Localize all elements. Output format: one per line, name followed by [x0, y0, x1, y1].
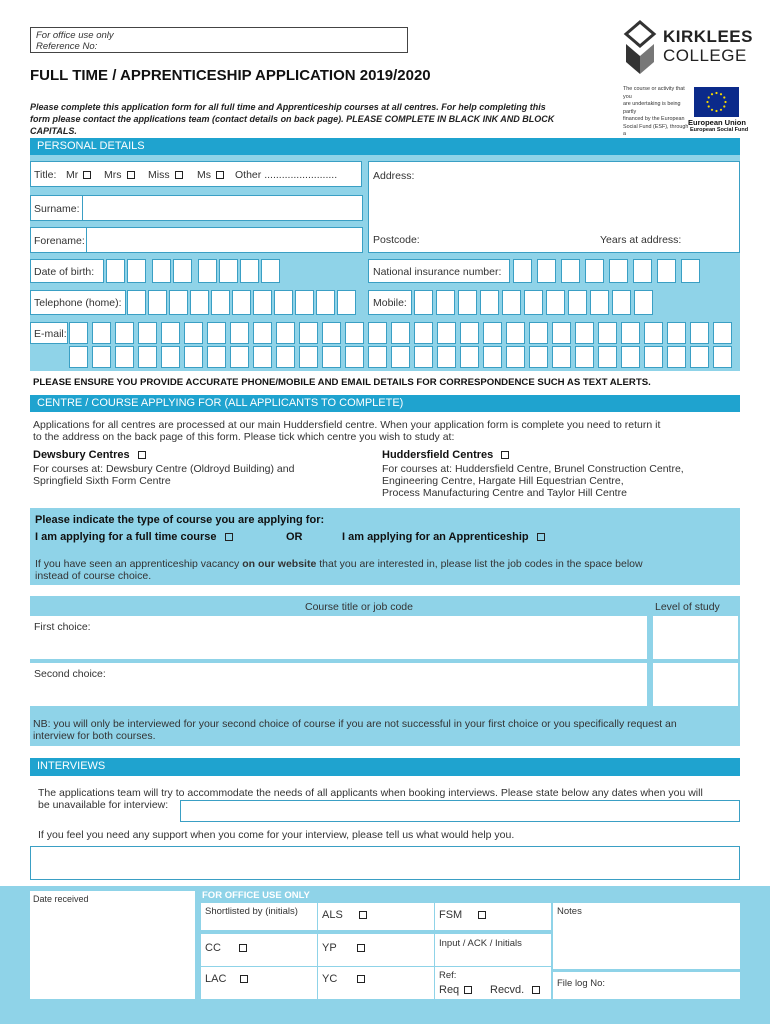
title-label: Title: — [34, 169, 57, 181]
req-text: Req — [439, 984, 460, 996]
telephone-cell[interactable] — [190, 290, 209, 315]
email-cell[interactable] — [414, 346, 433, 368]
esf-line: Social Fund (ESF), through a — [623, 123, 689, 137]
email-cell[interactable] — [621, 322, 640, 344]
email-cell[interactable] — [667, 346, 686, 368]
title-other[interactable] — [235, 169, 337, 181]
als-field[interactable] — [318, 903, 434, 930]
mobile-cell[interactable] — [458, 290, 477, 315]
email-cell[interactable] — [437, 346, 456, 368]
email-cell[interactable] — [138, 346, 157, 368]
telephone-cell[interactable] — [232, 290, 251, 315]
nb-line: NB: you will only be interviewed for your second choice of course if you are not successful in your first choice or you specifically request an — [33, 718, 677, 730]
lac-checkbox[interactable] — [240, 975, 248, 983]
vacancy-text-pre: If you have seen an apprenticeship vacancy — [35, 558, 243, 570]
level-of-study-header: Level of study — [655, 601, 720, 613]
email-cell[interactable] — [621, 346, 640, 368]
website-link[interactable]: on our website — [242, 558, 317, 570]
email-cell[interactable] — [414, 322, 433, 344]
miss-checkbox[interactable] — [175, 171, 183, 179]
surname-label: Surname: — [34, 203, 80, 215]
email-cell[interactable] — [690, 346, 709, 368]
huddersfield-line: Engineering Centre, Hargate Hill Equestrian Centre, — [382, 475, 624, 487]
mr-checkbox[interactable] — [83, 171, 91, 179]
lac-label — [205, 973, 248, 985]
email-cell[interactable] — [207, 346, 226, 368]
ni-cell[interactable] — [561, 259, 580, 283]
office-use-heading: FOR OFFICE USE ONLY — [202, 890, 310, 901]
email-cell[interactable] — [299, 322, 318, 344]
ni-label: National insurance number: — [373, 266, 502, 278]
fsm-checkbox[interactable] — [478, 911, 486, 919]
file-log-field[interactable] — [553, 972, 740, 999]
shortlisted-field[interactable] — [201, 903, 317, 930]
dob-cell[interactable] — [173, 259, 192, 283]
email-field — [30, 322, 68, 344]
personal-details-header: PERSONAL DETAILS — [30, 138, 740, 155]
email-cell[interactable] — [529, 322, 548, 344]
cc-text: CC — [205, 942, 221, 954]
notes-field[interactable] — [553, 903, 740, 969]
course-title-header: Course title or job code — [305, 601, 413, 613]
college-logo — [623, 20, 753, 76]
email-cell[interactable] — [322, 346, 341, 368]
telephone-label: Telephone (home): — [34, 297, 122, 309]
email-cell[interactable] — [253, 322, 272, 344]
address-field[interactable] — [368, 161, 740, 253]
mobile-cell[interactable] — [480, 290, 499, 315]
dob-cell[interactable] — [219, 259, 238, 283]
als-checkbox[interactable] — [359, 911, 367, 919]
email-cell[interactable] — [138, 322, 157, 344]
date-received-label: Date received — [33, 894, 89, 904]
email-cell[interactable] — [552, 346, 571, 368]
email-cell[interactable] — [276, 322, 295, 344]
forename-label: Forename: — [34, 235, 85, 247]
email-cell[interactable] — [184, 322, 203, 344]
second-choice-input[interactable] — [30, 663, 647, 706]
yc-label — [322, 973, 365, 985]
email-cell[interactable] — [299, 346, 318, 368]
dewsbury-description — [33, 463, 294, 487]
als-label — [322, 909, 367, 921]
email-cell[interactable] — [713, 346, 732, 368]
input-ack-label: Input / ACK / Initials — [439, 938, 522, 949]
huddersfield-line: Process Manufacturing Centre and Taylor Hill Centre — [382, 487, 627, 499]
first-choice-input[interactable] — [30, 616, 647, 659]
years-at-address-label: Years at address: — [600, 234, 682, 246]
email-cell[interactable] — [644, 322, 663, 344]
email-cell[interactable] — [322, 322, 341, 344]
email-cell[interactable] — [529, 346, 548, 368]
telephone-cell[interactable] — [316, 290, 335, 315]
title-mr-label: Mr — [66, 169, 79, 181]
interviews-line: The applications team will try to accommodate the needs of all applicants when booking interviews. Please state below any dates when you will — [38, 787, 703, 799]
dewsbury-option[interactable] — [33, 449, 146, 461]
page-title: FULL TIME / APPRENTICESHIP APPLICATION 2019/2020 — [30, 67, 431, 84]
recvd-text: Recvd. — [490, 984, 525, 996]
telephone-cell[interactable] — [211, 290, 230, 315]
dob-cell[interactable] — [127, 259, 146, 283]
forename-input[interactable] — [86, 227, 363, 253]
esf-line: The course or activity that you — [623, 86, 685, 100]
or-label: OR — [286, 531, 303, 543]
shortlisted-label: Shortlisted by (initials) — [205, 906, 298, 917]
course-type-heading: Please indicate the type of course you are applying for: — [35, 514, 325, 526]
email-cell[interactable] — [345, 346, 364, 368]
apprenticeship-option[interactable] — [342, 531, 545, 543]
ni-cell[interactable] — [633, 259, 652, 283]
ref-label: Ref: — [439, 970, 457, 981]
dob-field — [30, 259, 104, 283]
office-use-label: For office use only — [36, 30, 114, 41]
other-label: Other — [235, 169, 262, 181]
postcode-label: Postcode: — [373, 234, 420, 246]
nb-line: interview for both courses. — [33, 730, 156, 742]
logo-text-college: COLLEGE — [663, 46, 747, 65]
full-time-checkbox[interactable] — [225, 533, 233, 541]
intro-line: Please complete this application form for all full time and Apprenticeship courses at all centres. For help completing this — [30, 102, 546, 112]
lac-field[interactable] — [201, 967, 317, 999]
email-cell[interactable] — [230, 346, 249, 368]
ni-cell[interactable] — [537, 259, 556, 283]
title-option-mr[interactable] — [66, 169, 91, 181]
apprenticeship-checkbox[interactable] — [537, 533, 545, 541]
ni-cell[interactable] — [657, 259, 676, 283]
email-cell[interactable] — [92, 346, 111, 368]
centre-intro-line: Applications for all centres are processed at our main Huddersfield centre. When your application form is complete you need to return it — [33, 419, 661, 431]
lac-text: LAC — [205, 973, 227, 985]
recvd-option — [490, 984, 540, 996]
vacancy-instructions — [35, 558, 643, 582]
email-cell[interactable] — [161, 322, 180, 344]
mobile-cell[interactable] — [436, 290, 455, 315]
email-cell[interactable] — [437, 322, 456, 344]
req-checkbox[interactable] — [464, 986, 472, 994]
support-question: If you feel you need any support when you come for your interview, please tell us what would help you. — [38, 829, 515, 841]
als-text: ALS — [322, 909, 343, 921]
ni-cell[interactable] — [609, 259, 628, 283]
ms-checkbox[interactable] — [216, 171, 224, 179]
email-cell[interactable] — [184, 346, 203, 368]
first-choice-level-input[interactable] — [653, 616, 738, 659]
dewsbury-checkbox[interactable] — [138, 451, 146, 459]
telephone-field — [30, 290, 126, 315]
second-choice-level-input[interactable] — [653, 663, 738, 706]
email-cell[interactable] — [115, 346, 134, 368]
email-cell[interactable] — [391, 322, 410, 344]
email-cell[interactable] — [483, 322, 502, 344]
input-ack-field[interactable] — [435, 934, 551, 966]
email-cell[interactable] — [69, 346, 88, 368]
fsm-field[interactable] — [435, 903, 551, 930]
dewsbury-line: For courses at: Dewsbury Centre (Oldroyd Building) and — [33, 463, 295, 475]
notes-label: Notes — [557, 906, 582, 917]
recvd-checkbox[interactable] — [532, 986, 540, 994]
huddersfield-title: Huddersfield Centres — [382, 449, 494, 461]
dob-label: Date of birth: — [34, 266, 95, 278]
email-cell[interactable] — [345, 322, 364, 344]
email-cell[interactable] — [552, 322, 571, 344]
yp-checkbox[interactable] — [357, 944, 365, 952]
first-choice-label: First choice: — [34, 621, 91, 633]
huddersfield-description — [382, 463, 684, 499]
email-cell[interactable] — [207, 322, 226, 344]
surname-input[interactable] — [82, 195, 363, 221]
title-option-mrs[interactable] — [104, 169, 135, 181]
email-cell[interactable] — [92, 322, 111, 344]
esf-line: are undertaking is being partly — [623, 101, 681, 115]
intro-text — [30, 101, 554, 137]
dewsbury-title: Dewsbury Centres — [33, 449, 130, 461]
address-label: Address: — [373, 170, 415, 182]
huddersfield-checkbox[interactable] — [501, 451, 509, 459]
unavailable-dates-input[interactable] — [180, 800, 740, 822]
logo-text-kirklees: KIRKLEES — [663, 27, 753, 46]
telephone-cell[interactable] — [253, 290, 272, 315]
email-cell[interactable] — [644, 346, 663, 368]
mobile-field — [368, 290, 412, 315]
email-cell[interactable] — [253, 346, 272, 368]
reference-label: Reference No: — [36, 41, 98, 52]
mobile-cell[interactable] — [634, 290, 653, 315]
telephone-cell[interactable] — [148, 290, 167, 315]
ensure-accurate-notice: PLEASE ENSURE YOU PROVIDE ACCURATE PHONE/MOBILE AND EMAIL DETAILS FOR CORRESPONDENCE SUCH AS TEXT ALERTS. — [33, 377, 651, 388]
yp-field[interactable] — [318, 934, 434, 966]
fsm-text: FSM — [439, 909, 463, 921]
cc-checkbox[interactable] — [239, 944, 247, 952]
email-cell[interactable] — [460, 346, 479, 368]
centre-course-header: CENTRE / COURSE APPLYING FOR (ALL APPLICANTS TO COMPLETE) — [30, 395, 740, 412]
cc-label — [205, 942, 247, 954]
support-needs-input[interactable] — [30, 846, 740, 880]
email-cell[interactable] — [460, 322, 479, 344]
yc-checkbox[interactable] — [357, 975, 365, 983]
nb-note — [33, 718, 677, 742]
email-cell[interactable] — [69, 322, 88, 344]
dob-cell[interactable] — [261, 259, 280, 283]
second-choice-label: Second choice: — [34, 668, 106, 680]
email-cell[interactable] — [391, 346, 410, 368]
cc-field[interactable] — [201, 934, 317, 966]
full-time-label: I am applying for a full time course — [35, 531, 217, 543]
title-option-ms[interactable] — [197, 169, 224, 181]
dob-cell[interactable] — [198, 259, 217, 283]
esf-line: financed by the European — [623, 116, 685, 122]
yc-text: YC — [322, 973, 338, 985]
telephone-cell[interactable] — [337, 290, 356, 315]
mobile-cell[interactable] — [590, 290, 609, 315]
email-cell[interactable] — [115, 322, 134, 344]
mobile-cell[interactable] — [546, 290, 565, 315]
yp-label — [322, 942, 365, 954]
other-dots: ......................... — [264, 169, 338, 181]
date-received-field[interactable] — [30, 891, 195, 999]
email-cell[interactable] — [230, 322, 249, 344]
email-cell[interactable] — [598, 322, 617, 344]
email-cell[interactable] — [506, 322, 525, 344]
interviews-line: be unavailable for interview: — [38, 799, 169, 811]
mrs-checkbox[interactable] — [127, 171, 135, 179]
logo-mark-icon — [623, 20, 657, 76]
mobile-cell[interactable] — [612, 290, 631, 315]
fsm-label — [439, 909, 486, 921]
ni-cell[interactable] — [585, 259, 604, 283]
eu-flag-icon — [694, 87, 739, 117]
title-miss-label: Miss — [148, 169, 170, 181]
vacancy-line: instead of course choice. — [35, 570, 152, 582]
telephone-cell[interactable] — [295, 290, 314, 315]
yc-field[interactable] — [318, 967, 434, 999]
yp-text: YP — [322, 942, 337, 954]
email-cell[interactable] — [368, 322, 387, 344]
telephone-cell[interactable] — [127, 290, 146, 315]
email-cell[interactable] — [690, 322, 709, 344]
mobile-cell[interactable] — [524, 290, 543, 315]
email-cell[interactable] — [483, 346, 502, 368]
email-cell[interactable] — [713, 322, 732, 344]
ni-field — [368, 259, 510, 283]
esf-fund-label: European Social Fund — [690, 127, 749, 133]
email-cell[interactable] — [575, 322, 594, 344]
email-label: E-mail: — [34, 328, 67, 340]
centre-intro — [33, 419, 738, 443]
telephone-cell[interactable] — [169, 290, 188, 315]
mobile-cell[interactable] — [414, 290, 433, 315]
dob-cell[interactable] — [240, 259, 259, 283]
title-field — [30, 161, 362, 187]
email-cell[interactable] — [276, 346, 295, 368]
file-log-label: File log No: — [557, 978, 606, 989]
vacancy-text-post: that you are interested in, please list the job codes in the space below — [316, 558, 643, 570]
title-option-miss[interactable] — [148, 169, 183, 181]
intro-line: form please contact the applications team (contact details on back page). PLEASE COMPLETE IN BLACK INK AND BLOCK — [30, 114, 555, 124]
email-cell[interactable] — [667, 322, 686, 344]
interviews-header: INTERVIEWS — [30, 758, 740, 776]
apprenticeship-label: I am applying for an Apprenticeship — [342, 531, 529, 543]
email-cell[interactable] — [368, 346, 387, 368]
title-ms-label: Ms — [197, 169, 211, 181]
mobile-cell[interactable] — [568, 290, 587, 315]
office-reference-box[interactable] — [30, 27, 408, 53]
title-mrs-label: Mrs — [104, 169, 122, 181]
req-option — [439, 984, 472, 996]
centre-intro-line: to the address on the back page of this form. Please tick which centre you wish to study at: — [33, 431, 455, 443]
intro-line: CAPITALS. — [30, 126, 77, 136]
dob-cell[interactable] — [106, 259, 125, 283]
surname-field — [30, 195, 362, 221]
dob-cell[interactable] — [152, 259, 171, 283]
eu-label: European Union — [688, 118, 746, 127]
email-cell[interactable] — [598, 346, 617, 368]
email-cell[interactable] — [575, 346, 594, 368]
ni-cell[interactable] — [681, 259, 700, 283]
telephone-cell[interactable] — [274, 290, 293, 315]
email-cell[interactable] — [161, 346, 180, 368]
huddersfield-option[interactable] — [382, 449, 509, 461]
mobile-cell[interactable] — [502, 290, 521, 315]
dewsbury-line: Springfield Sixth Form Centre — [33, 475, 171, 487]
ref-field[interactable] — [435, 967, 551, 999]
email-cell[interactable] — [506, 346, 525, 368]
mobile-label: Mobile: — [373, 297, 407, 309]
huddersfield-line: For courses at: Huddersfield Centre, Brunel Construction Centre, — [382, 463, 684, 475]
forename-field — [30, 227, 362, 253]
ni-cell[interactable] — [513, 259, 532, 283]
full-time-option[interactable] — [35, 531, 233, 543]
